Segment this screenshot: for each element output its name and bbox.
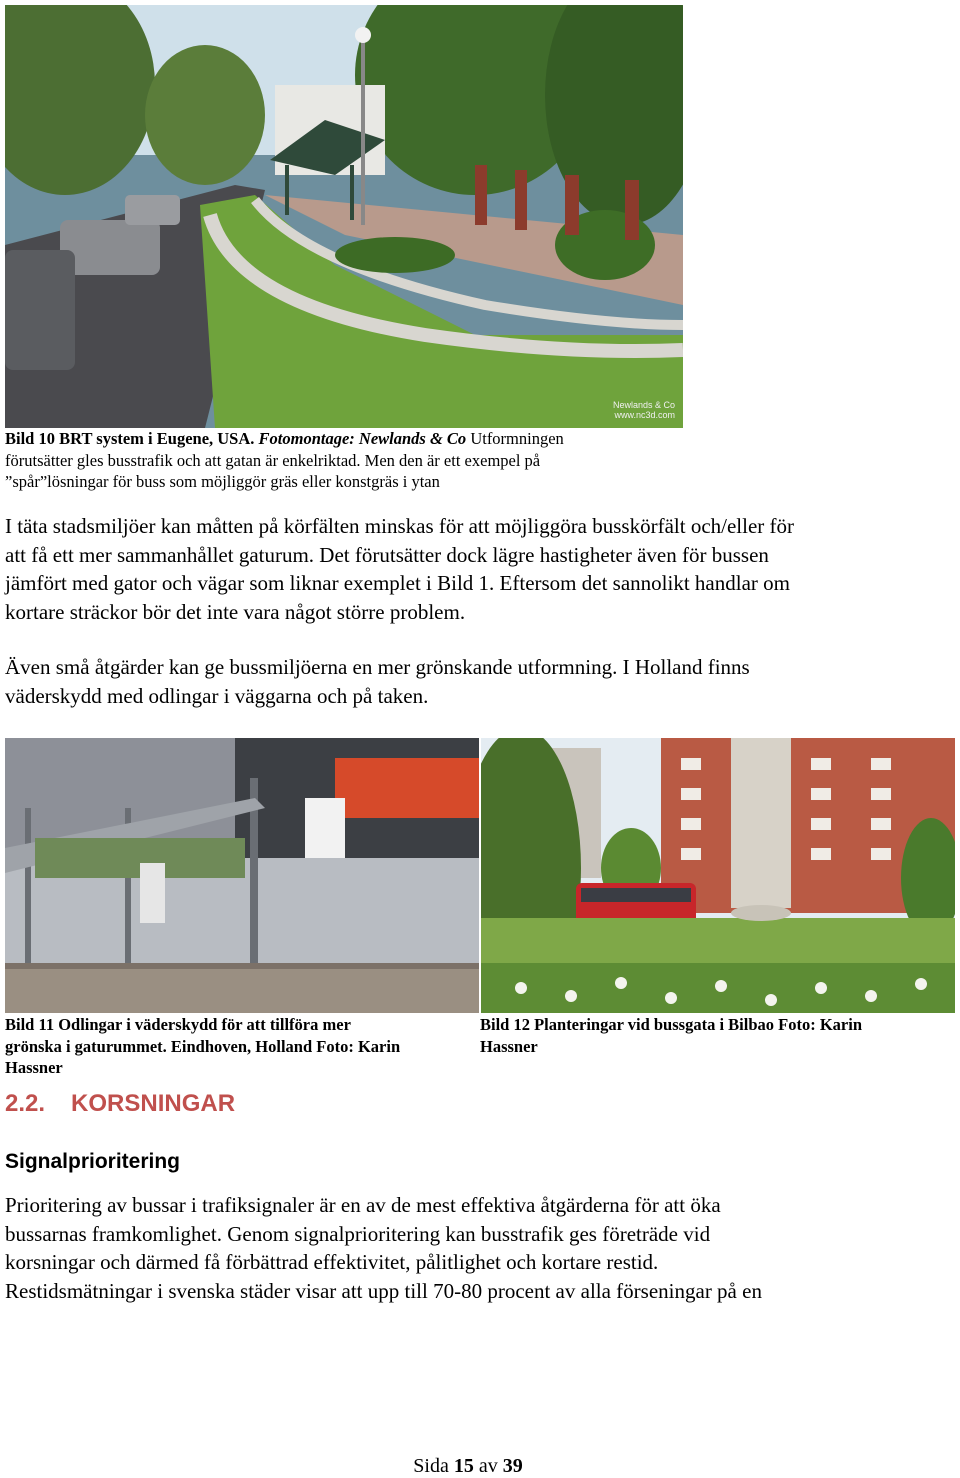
paragraph-1-line: I täta stadsmiljöer kan måtten på körfälten minskas för att möjliggöra busskörfält och/eller för	[5, 514, 795, 538]
footer-total-pages: 39	[502, 1455, 523, 1477]
bild12-caption-line: Hassner	[480, 1036, 538, 1056]
bild12-caption-line: Bild 12 Planteringar vid bussgata i Bilbao Foto: Karin	[480, 1015, 862, 1034]
paragraph-3-line: bussarnas framkomlighet. Genom signalprioritering kan busstrafik ges företräde vid	[5, 1221, 711, 1246]
footer-prefix: Sida	[413, 1455, 449, 1477]
paragraph-2	[5, 653, 955, 710]
bild12-photo	[481, 738, 955, 1013]
paragraph-1-line: jämfört med gator och vägar som liknar exemplet i Bild 1. Eftersom det sannolikt handlar om	[5, 571, 790, 595]
bild12-caption	[480, 1014, 950, 1057]
paragraph-1-line: att få ett mer sammanhållet gaturum. Det förutsätter dock lägre hastigheter även för bussen	[5, 542, 769, 567]
paragraph-2-line: väderskydd med odlingar i väggarna och på taken.	[5, 683, 429, 708]
paragraph-1	[5, 512, 955, 626]
bild11-caption	[5, 1014, 475, 1079]
watermark-line-2: www.nc3d.com	[614, 410, 675, 420]
bild10-caption-lead: Bild 10 BRT system i Eugene, USA.	[5, 429, 255, 448]
bild11-caption-line: Bild 11 Odlingar i väderskydd för att tillföra mer	[5, 1015, 351, 1034]
bild10-caption-line-2: förutsätter gles busstrafik och att gatan är enkelriktad. Men den är ett exempel på	[5, 450, 541, 470]
bild11-caption-line: Hassner	[5, 1058, 63, 1077]
footer-page-number: 15	[453, 1455, 474, 1477]
watermark-line-1: Newlands & Co	[612, 400, 675, 410]
paragraph-2-line: Även små åtgärder kan ge bussmiljöerna en mer grönskande utformning. I Holland finns	[5, 655, 750, 679]
section-number: 2.2.	[5, 1090, 46, 1117]
paragraph-3	[5, 1191, 955, 1305]
bild10-watermark	[613, 400, 675, 420]
bild10-caption-line-3: ”spår”lösningar för buss som möjliggör gräs eller konstgräs i ytan	[5, 472, 440, 491]
page-footer	[0, 1455, 936, 1478]
section-heading	[5, 1090, 235, 1118]
bild10-caption	[5, 428, 685, 493]
footer-middle: av	[478, 1455, 498, 1477]
bild10-caption-credit: Fotomontage: Newlands & Co	[258, 429, 467, 448]
bild10-illustration	[5, 5, 683, 428]
bild10-caption-rest: Utformningen	[470, 429, 564, 448]
bild10-caption-line-1	[5, 428, 685, 450]
paragraph-3-line: Restidsmätningar i svenska städer visar att upp till 70-80 procent av alla förseningar på en	[5, 1278, 762, 1303]
bild11-caption-line: grönska i gaturummet. Eindhoven, Holland Foto: Karin	[5, 1036, 401, 1056]
section-title: KORSNINGAR	[71, 1090, 236, 1117]
bild10-photo	[5, 5, 683, 428]
subsection-heading: Signalprioritering	[5, 1150, 181, 1173]
paragraph-3-line: korsningar och därmed få förbättrad effektivitet, pålitlighet och kortare restid.	[5, 1250, 659, 1274]
paragraph-1-line: kortare sträckor bör det inte vara något större problem.	[5, 599, 466, 624]
bild11-illustration	[5, 738, 479, 1013]
bild11-photo	[5, 738, 479, 1013]
paragraph-3-line: Prioritering av bussar i trafiksignaler är en av de mest effektiva åtgärderna för att öka	[5, 1193, 721, 1217]
bild12-illustration	[481, 738, 955, 1013]
